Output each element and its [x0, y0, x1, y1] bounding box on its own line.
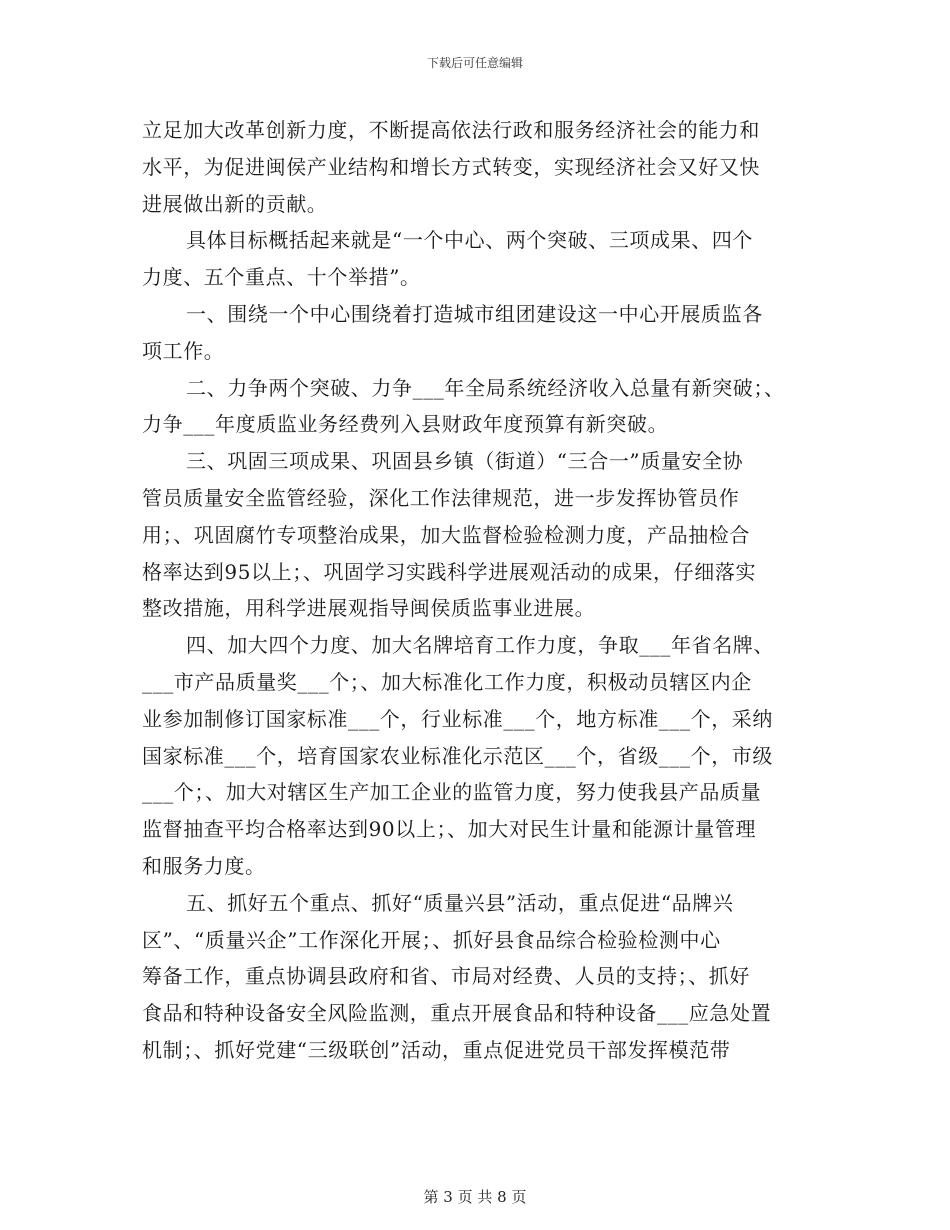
text-line: 用；、巩固腐竹专项整治成果，加大监督检验检测力度，产品抽检合	[142, 522, 750, 547]
text-line: 水平，为促进闽侯产业结构和增长方式转变，实现经济社会又好又快	[142, 154, 760, 179]
text-line: 管员质量安全监管经验，深化工作法律规范，进一步发挥协管员作	[142, 485, 740, 510]
text-line: 筹备工作，重点协调县政府和省、市局对经费、人员的支持；、抓好	[142, 964, 750, 989]
text-line: 区”、“质量兴企”工作深化开展；、抓好县食品综合检验检测中心	[142, 927, 721, 952]
text-line: 监督抽查平均合格率达到90以上；、加大对民生计量和能源计量管理	[142, 817, 757, 842]
page-header: 下载后可任意编辑	[426, 56, 523, 70]
paragraph-start-line: 具体目标概括起来就是“一个中心、两个突破、三项成果、四个	[186, 228, 754, 253]
text-line: 项工作。	[142, 338, 225, 363]
paragraph-start-line: 五、抓好五个重点、抓好“质量兴县”活动，重点促进“品牌兴	[186, 890, 734, 915]
document-body	[142, 112, 822, 1069]
text-line: 机制；、抓好党建“三级联创”活动，重点促进党员干部发挥模范带	[142, 1037, 731, 1062]
page-number: 第 3 页 共 8 页	[423, 1188, 527, 1206]
text-line: 格率达到95以上；、巩固学习实践科学进展观活动的成果，仔细落实	[142, 559, 757, 584]
text-line: 食品和特种设备安全风险监测，重点开展食品和特种设备___应急处置	[142, 1001, 772, 1026]
text-line: 整改措施，用科学进展观指导闽侯质监事业进展。	[142, 596, 596, 621]
text-line: ___个；、加大对辖区生产加工企业的监管力度，努力使我县产品质量	[142, 780, 762, 805]
text-line: 力度、五个重点、十个举措”。	[142, 265, 421, 290]
text-line: 和服务力度。	[142, 853, 266, 878]
paragraph-start-line: 四、加大四个力度、加大名牌培育工作力度，争取___年省名牌、	[186, 633, 774, 658]
text-line: 进展做出新的贡献。	[142, 191, 328, 216]
text-line: 力争___年度质监业务经费列入县财政年度预算有新突破。	[142, 412, 669, 437]
text-line: 立足加大改革创新力度，不断提高依法行政和服务经济社会的能力和	[142, 118, 760, 142]
text-line: 业参加制修订国家标准___个，行业标准___个，地方标准___个，采纳	[142, 706, 773, 731]
paragraph-start-line: 三、巩固三项成果、巩固县乡镇（街道）“三合一”质量安全协	[186, 449, 744, 474]
text-line: ___市产品质量奖___个；、加大标准化工作力度，积极动员辖区内企	[142, 669, 752, 694]
paragraph-start-line: 二、力争两个突破、力争___年全局系统经济收入总量有新突破；、	[186, 375, 785, 400]
text-line: 国家标准___个，培育国家农业标准化示范区___个，省级___个，市级	[142, 743, 773, 768]
paragraph-start-line: 一、围绕一个中心围绕着打造城市组团建设这一中心开展质监各	[186, 301, 763, 326]
